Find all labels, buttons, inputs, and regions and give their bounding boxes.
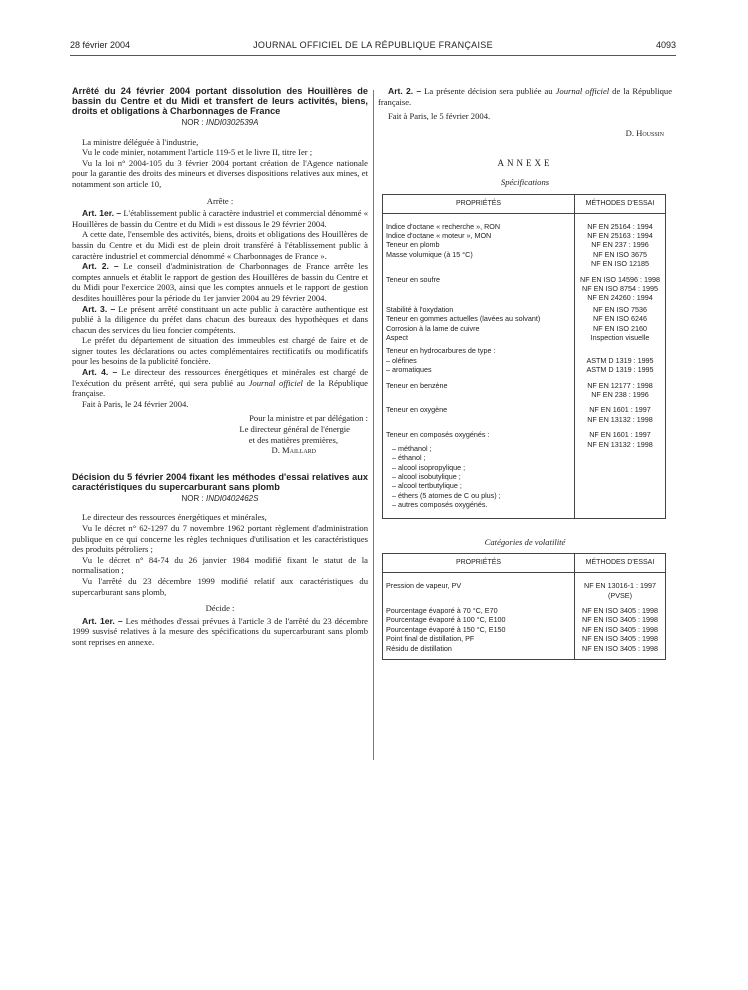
- doc1-p1: La ministre déléguée à l'industrie,: [82, 136, 199, 147]
- table-header-row: [383, 194, 666, 213]
- doc1-art1: Art. 1er. – L'établissement public à caractère industriel et commercial dénommé « Houillères de bassin du Centre et du Midi » est dissous le 29 février 2004.: [72, 208, 368, 229]
- property-cell: Indice d'octane « moteur », MON: [383, 231, 575, 240]
- oxygenate-item: – éthanol ;: [392, 453, 426, 463]
- table-row: [383, 333, 666, 342]
- method-line: NF EN 12177 : 1998: [587, 380, 653, 390]
- method-line: NF EN ISO 7536: [593, 304, 647, 314]
- method-cell: [575, 333, 666, 342]
- method-cell: [575, 324, 666, 333]
- volatility-title: Catégories de volatilité: [484, 536, 566, 547]
- method-line: (PVSE): [608, 590, 632, 600]
- method-cell: [575, 644, 666, 653]
- vol-col-header-proprietes: PROPRIÉTÉS: [383, 554, 575, 573]
- method-line: NF EN 238 : 1996: [591, 390, 649, 400]
- doc2-art1: Art. 1er. – Les méthodes d'essai prévues à l'article 3 de l'arrêté du 23 décembre 1999 susvisé relatives à la mesure des spécifications du supercarburant sans plomb sont reprises en annexe.: [72, 615, 368, 647]
- property-cell: Teneur en benzène: [383, 375, 575, 400]
- table-row: [383, 342, 666, 355]
- property-cell: Teneur en composés oxygénés : – méthanol ; – éthanol ; – alcool isopropylique ; – alcool isobutylique ; – alcool tertbutylique ; – éthers (5 atomes de C ou plus) ; – autres composés oxygénés.: [383, 424, 575, 509]
- method-line: NF EN ISO 3405 : 1998: [582, 624, 658, 634]
- doc1-nor: NOR : INDI0302539A: [181, 118, 259, 127]
- header-journal-title: JOURNAL OFFICIEL DE LA RÉPUBLIQUE FRANÇAISE: [253, 40, 493, 50]
- doc2-decide: Décide :: [205, 603, 235, 614]
- table-row: [383, 365, 666, 374]
- property-cell: Pression de vapeur, PV: [383, 581, 575, 600]
- table-row: [383, 231, 666, 240]
- method-line: NF EN ISO 3405 : 1998: [582, 643, 658, 653]
- doc1-p3: Vu la loi n° 2004-105 du 3 février 2004 portant création de l'Agence nationale pour la garantie des droits des mineurs et diverses dispositions relatives aux mines, et notamment son article 10,: [72, 157, 368, 189]
- oxygenate-item: – alcool isobutylique ;: [392, 471, 461, 481]
- column-divider: [373, 90, 374, 760]
- method-cell: [575, 222, 666, 231]
- page-header: [70, 40, 676, 54]
- method-line: NF EN 13016-1 : 1997: [584, 581, 656, 591]
- method-cell: [575, 240, 666, 249]
- method-line: NF EN 13132 : 1998: [587, 439, 653, 449]
- col-header-proprietes: PROPRIÉTÉS: [383, 194, 575, 213]
- method-line: NF EN ISO 3405 : 1998: [582, 605, 658, 615]
- method-line: NF EN 237 : 1996: [591, 240, 649, 250]
- property-cell: Stabilité à l'oxydation: [383, 303, 575, 314]
- method-line: NF EN ISO 8754 : 1995: [582, 284, 658, 293]
- method-cell: [575, 581, 666, 600]
- header-date: 28 février 2004: [70, 40, 131, 50]
- table-row: [383, 615, 666, 624]
- table-row: [383, 356, 666, 365]
- doc1-signature-name: D. Maillard: [271, 445, 316, 456]
- method-line: NF EN ISO 3405 : 1998: [582, 615, 658, 625]
- doc1-art3: Art. 3. – Le présent arrêté constituant un acte public à caractère authentique est publié à la diligence du préfet dans chacun des bureaux des hypothèques et dans chacun des services du lieu foncier compétents.: [72, 303, 368, 335]
- table-row: [383, 424, 666, 509]
- property-cell: Masse volumique (à 15 °C): [383, 250, 575, 269]
- doc2-signature-name: D. Houssin: [625, 127, 664, 138]
- doc1-title: Arrêté du 24 février 2004 portant dissolution des Houillères de bassin du Centre et du Midi et transfert de leurs activités, biens, droits et obligations à Charbonnages de France: [72, 86, 368, 116]
- property-cell: Teneur en hydrocarbures de type :: [383, 342, 575, 355]
- col-header-methodes: MÉTHODES D'ESSAI: [575, 194, 666, 213]
- oxygenate-item: – autres composés oxygénés.: [392, 500, 488, 510]
- method-cell: [575, 356, 666, 365]
- header-page-number: 4093: [655, 40, 676, 50]
- property-cell: Résidu de distillation: [383, 644, 575, 653]
- table-row: [383, 240, 666, 249]
- property-cell: Teneur en soufre: [383, 269, 575, 303]
- property-cell: Teneur en plomb: [383, 240, 575, 249]
- property-cell: Teneur en oxygène: [383, 399, 575, 424]
- method-line: NF EN 13132 : 1998: [587, 414, 653, 424]
- table-row: [383, 314, 666, 323]
- table-row: [383, 644, 666, 653]
- method-cell: [575, 303, 666, 314]
- table-row: [383, 625, 666, 634]
- left-column: [72, 86, 368, 648]
- method-line: NF EN ISO 6246: [593, 314, 647, 324]
- method-line: NF EN 25164 : 1994: [587, 221, 653, 231]
- table-header-row: [383, 554, 666, 573]
- vol-col-header-methodes: MÉTHODES D'ESSAI: [575, 554, 666, 573]
- doc1-sig-line2: Le directeur général de l'énergie: [239, 424, 350, 435]
- method-cell: [575, 600, 666, 615]
- property-cell: Pourcentage évaporé à 70 °C, E70: [383, 600, 575, 615]
- oxygenate-item: – alcool isopropylique ;: [392, 462, 466, 472]
- method-cell: [575, 634, 666, 643]
- table-row: [383, 634, 666, 643]
- doc1-p2: Vu le code minier, notamment l'article 119-5 et le livre II, titre Ier ;: [82, 147, 313, 158]
- table-row: [383, 581, 666, 600]
- method-line: NF EN ISO 14596 : 1998: [580, 274, 660, 284]
- method-line: Inspection visuelle: [590, 333, 650, 343]
- method-line: ASTM D 1319 : 1995: [586, 355, 654, 365]
- property-cell: Point final de distillation, PF: [383, 634, 575, 643]
- oxygenate-item: – méthanol ;: [392, 443, 432, 453]
- property-cell: – oléfines: [383, 356, 575, 365]
- specifications-table: [382, 194, 666, 519]
- doc1-art1-p2: A cette date, l'ensemble des activités, biens, droits et obligations des Houillères de bassin du Centre et du Midi est de plein droit transféré à l'établissement public à caractère industriel et commercial dénommé « Charbonnages de France ».: [72, 229, 368, 261]
- property-cell: Corrosion à la lame de cuivre: [383, 324, 575, 333]
- method-cell: [575, 314, 666, 323]
- method-line: NF EN ISO 3675: [593, 249, 647, 259]
- table-row: [383, 375, 666, 400]
- volatility-table: [382, 553, 666, 660]
- right-column: [378, 86, 672, 660]
- method-line: NF EN ISO 12185: [591, 259, 649, 269]
- method-cell: [575, 625, 666, 634]
- method-cell: [575, 399, 666, 424]
- method-cell: [575, 342, 666, 355]
- property-cell: Pourcentage évaporé à 100 °C, E100: [383, 615, 575, 624]
- oxygenate-item: – alcool tertbutylique ;: [392, 481, 462, 491]
- property-cell: Aspect: [383, 333, 575, 342]
- method-cell: [575, 269, 666, 303]
- doc1-art4: Art. 4. – Le directeur des ressources énergétiques et minérales est chargé de l'exécution du présent arrêté, qui sera publié au Journal officiel de la République française.: [72, 367, 369, 399]
- doc2-p2: Vu le décret n° 62-1297 du 7 novembre 1962 portant règlement d'administration publique en ce qui concerne les règles techniques d'utilisation et les caractéristiques des produits pétroliers ;: [72, 523, 368, 555]
- table-row: [383, 303, 666, 314]
- table-row: [383, 269, 666, 303]
- doc2-title: Décision du 5 février 2004 fixant les méthodes d'essai relatives aux caractéristiques du supercarburant sans plomb: [72, 471, 368, 492]
- method-line: NF EN 25163 : 1994: [587, 230, 653, 240]
- method-cell: [575, 424, 666, 509]
- doc2-fait: Fait à Paris, le 5 février 2004.: [388, 111, 491, 122]
- doc2-nor: NOR : INDI0402462S: [181, 493, 259, 503]
- property-cell: Indice d'octane « recherche », RON: [383, 222, 575, 231]
- annexe-title: ANNEXE: [497, 158, 553, 169]
- doc2-p4: Vu l'arrêté du 23 décembre 1999 modifié relatif aux caractéristiques du supercarburant sans plomb,: [72, 575, 368, 597]
- oxygenate-item: – éthers (5 atomes de C ou plus) ;: [392, 490, 501, 500]
- doc2-p1: Le directeur des ressources énergétiques et minérales,: [82, 512, 267, 523]
- doc2-p3: Vu le décret n° 84-74 du 26 janvier 1984 modifié fixant le statut de la normalisation ;: [72, 554, 368, 576]
- doc1-sig-line3: et des matières premières,: [248, 434, 338, 445]
- method-line: NF EN ISO 3405 : 1998: [582, 634, 658, 644]
- property-cell: – aromatiques: [383, 365, 575, 374]
- table-row: [383, 600, 666, 615]
- table-row: [383, 399, 666, 424]
- property-cell: Pourcentage évaporé à 150 °C, E150: [383, 625, 575, 634]
- table-row: [383, 324, 666, 333]
- doc2-art2: Art. 2. – La présente décision sera publiée au Journal officiel de la République française.: [378, 86, 673, 107]
- method-line: ASTM D 1319 : 1995: [586, 365, 654, 375]
- method-cell: [575, 250, 666, 269]
- table-row: [383, 250, 666, 269]
- doc1-fait: Fait à Paris, le 24 février 2004.: [82, 398, 189, 409]
- method-line: NF EN 1601 : 1997: [589, 430, 651, 440]
- method-line: NF EN 1601 : 1997: [589, 405, 651, 415]
- table-row: [383, 222, 666, 231]
- method-line: NF EN 24260 : 1994: [587, 293, 653, 303]
- doc1-art2: Art. 2. – Le conseil d'administration de Charbonnages de France arrête les comptes annuels et établit le rapport de gestion des Houillères de bassin du Centre et du Midi pour l'exercice 2003, ainsi que les comptes annuels et le rapport de gestion desdites houillères pour la période du 1er janvier 2004 au 29 février 2004.: [72, 261, 368, 303]
- method-cell: [575, 375, 666, 400]
- doc1-sig-line1: Pour la ministre et par délégation :: [249, 413, 368, 424]
- method-cell: [575, 231, 666, 240]
- doc1-arrete: Arrête :: [206, 195, 234, 206]
- specifications-title: Spécifications: [500, 176, 550, 187]
- method-cell: [575, 615, 666, 624]
- header-rule: [70, 55, 676, 56]
- method-line: NF EN ISO 2160: [593, 323, 647, 333]
- property-cell: Teneur en gommes actuelles (lavées au solvant): [383, 314, 575, 323]
- doc1-art3-p2: Le préfet du département de situation des immeubles est chargé de faire et de signer toutes les déclarations ou actes complémentaires rectificatifs ou modificatifs pour les besoins de la publicité foncière.: [72, 335, 368, 367]
- method-cell: [575, 365, 666, 374]
